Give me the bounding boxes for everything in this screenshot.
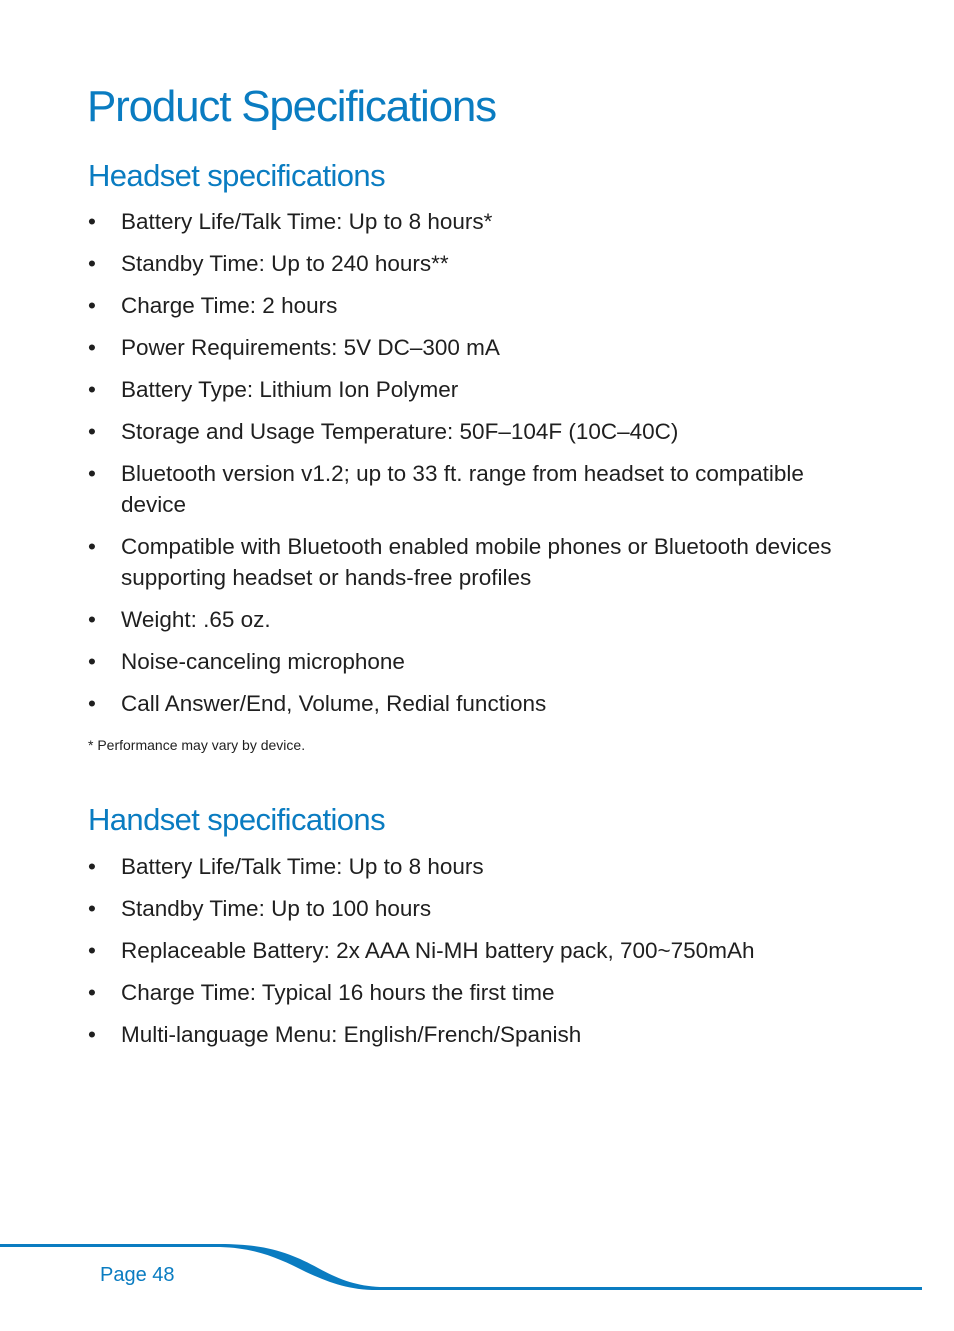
spec-text: Multi-language Menu: English/French/Spanish	[121, 1022, 582, 1047]
bullet-icon: •	[88, 377, 96, 402]
spec-text: Battery Life/Talk Time: Up to 8 hours	[121, 854, 484, 879]
list-item	[88, 977, 848, 1008]
spec-text: Call Answer/End, Volume, Redial functions	[121, 691, 547, 716]
spec-text: Battery Type: Lithium Ion Polymer	[121, 377, 459, 402]
spec-text: Charge Time: Typical 16 hours the first time	[121, 980, 555, 1005]
spec-text: Charge Time: 2 hours	[121, 293, 338, 318]
list-item	[88, 646, 848, 677]
list-item	[88, 332, 848, 363]
spec-text: Bluetooth version v1.2; up to 33 ft. range from headset to compatible device	[121, 461, 804, 517]
list-item	[88, 604, 848, 635]
bullet-icon: •	[88, 293, 96, 318]
bullet-icon: •	[88, 607, 96, 632]
bullet-icon: •	[88, 938, 96, 963]
performance-footnote: * Performance may vary by device.	[88, 737, 306, 753]
spec-text: Standby Time: Up to 100 hours	[121, 896, 432, 921]
spec-text: Replaceable Battery: 2x AAA Ni-MH battery pack, 700~750mAh	[121, 938, 755, 963]
list-item	[88, 206, 848, 237]
list-item	[88, 416, 848, 447]
page-title: Product Specifications	[87, 82, 496, 131]
headset-spec-list	[88, 206, 848, 730]
bullet-icon: •	[88, 854, 96, 879]
spec-text: Storage and Usage Temperature: 50F–104F (10C–40C)	[121, 419, 679, 444]
list-item	[88, 374, 848, 405]
bullet-icon: •	[88, 251, 96, 276]
spec-text: Noise-canceling microphone	[121, 649, 405, 674]
bullet-icon: •	[88, 209, 96, 234]
bullet-icon: •	[88, 649, 96, 674]
bullet-icon: •	[88, 461, 96, 486]
bullet-icon: •	[88, 691, 96, 716]
list-item	[88, 893, 848, 924]
headset-specs-heading: Headset specifications	[88, 158, 385, 193]
list-item	[88, 248, 848, 279]
handset-specs-heading: Handset specifications	[88, 802, 385, 837]
spec-text: Compatible with Bluetooth enabled mobile phones or Bluetooth devices supporting headset or hands-free profiles	[121, 534, 832, 590]
list-item	[88, 531, 848, 593]
spec-text: Battery Life/Talk Time: Up to 8 hours*	[121, 209, 493, 234]
bullet-icon: •	[88, 419, 96, 444]
list-item	[88, 1019, 848, 1050]
list-item	[88, 935, 848, 966]
spec-text: Weight: .65 oz.	[121, 607, 271, 632]
bullet-icon: •	[88, 896, 96, 921]
list-item	[88, 458, 848, 520]
bullet-icon: •	[88, 1022, 96, 1047]
bullet-icon: •	[88, 534, 96, 559]
list-item	[88, 290, 848, 321]
bullet-icon: •	[88, 335, 96, 360]
page-number: Page 48	[100, 1264, 175, 1286]
bullet-icon: •	[88, 980, 96, 1005]
spec-text: Standby Time: Up to 240 hours**	[121, 251, 449, 276]
handset-spec-list	[88, 851, 848, 1061]
spec-text: Power Requirements: 5V DC–300 mA	[121, 335, 500, 360]
list-item	[88, 851, 848, 882]
list-item	[88, 688, 848, 719]
